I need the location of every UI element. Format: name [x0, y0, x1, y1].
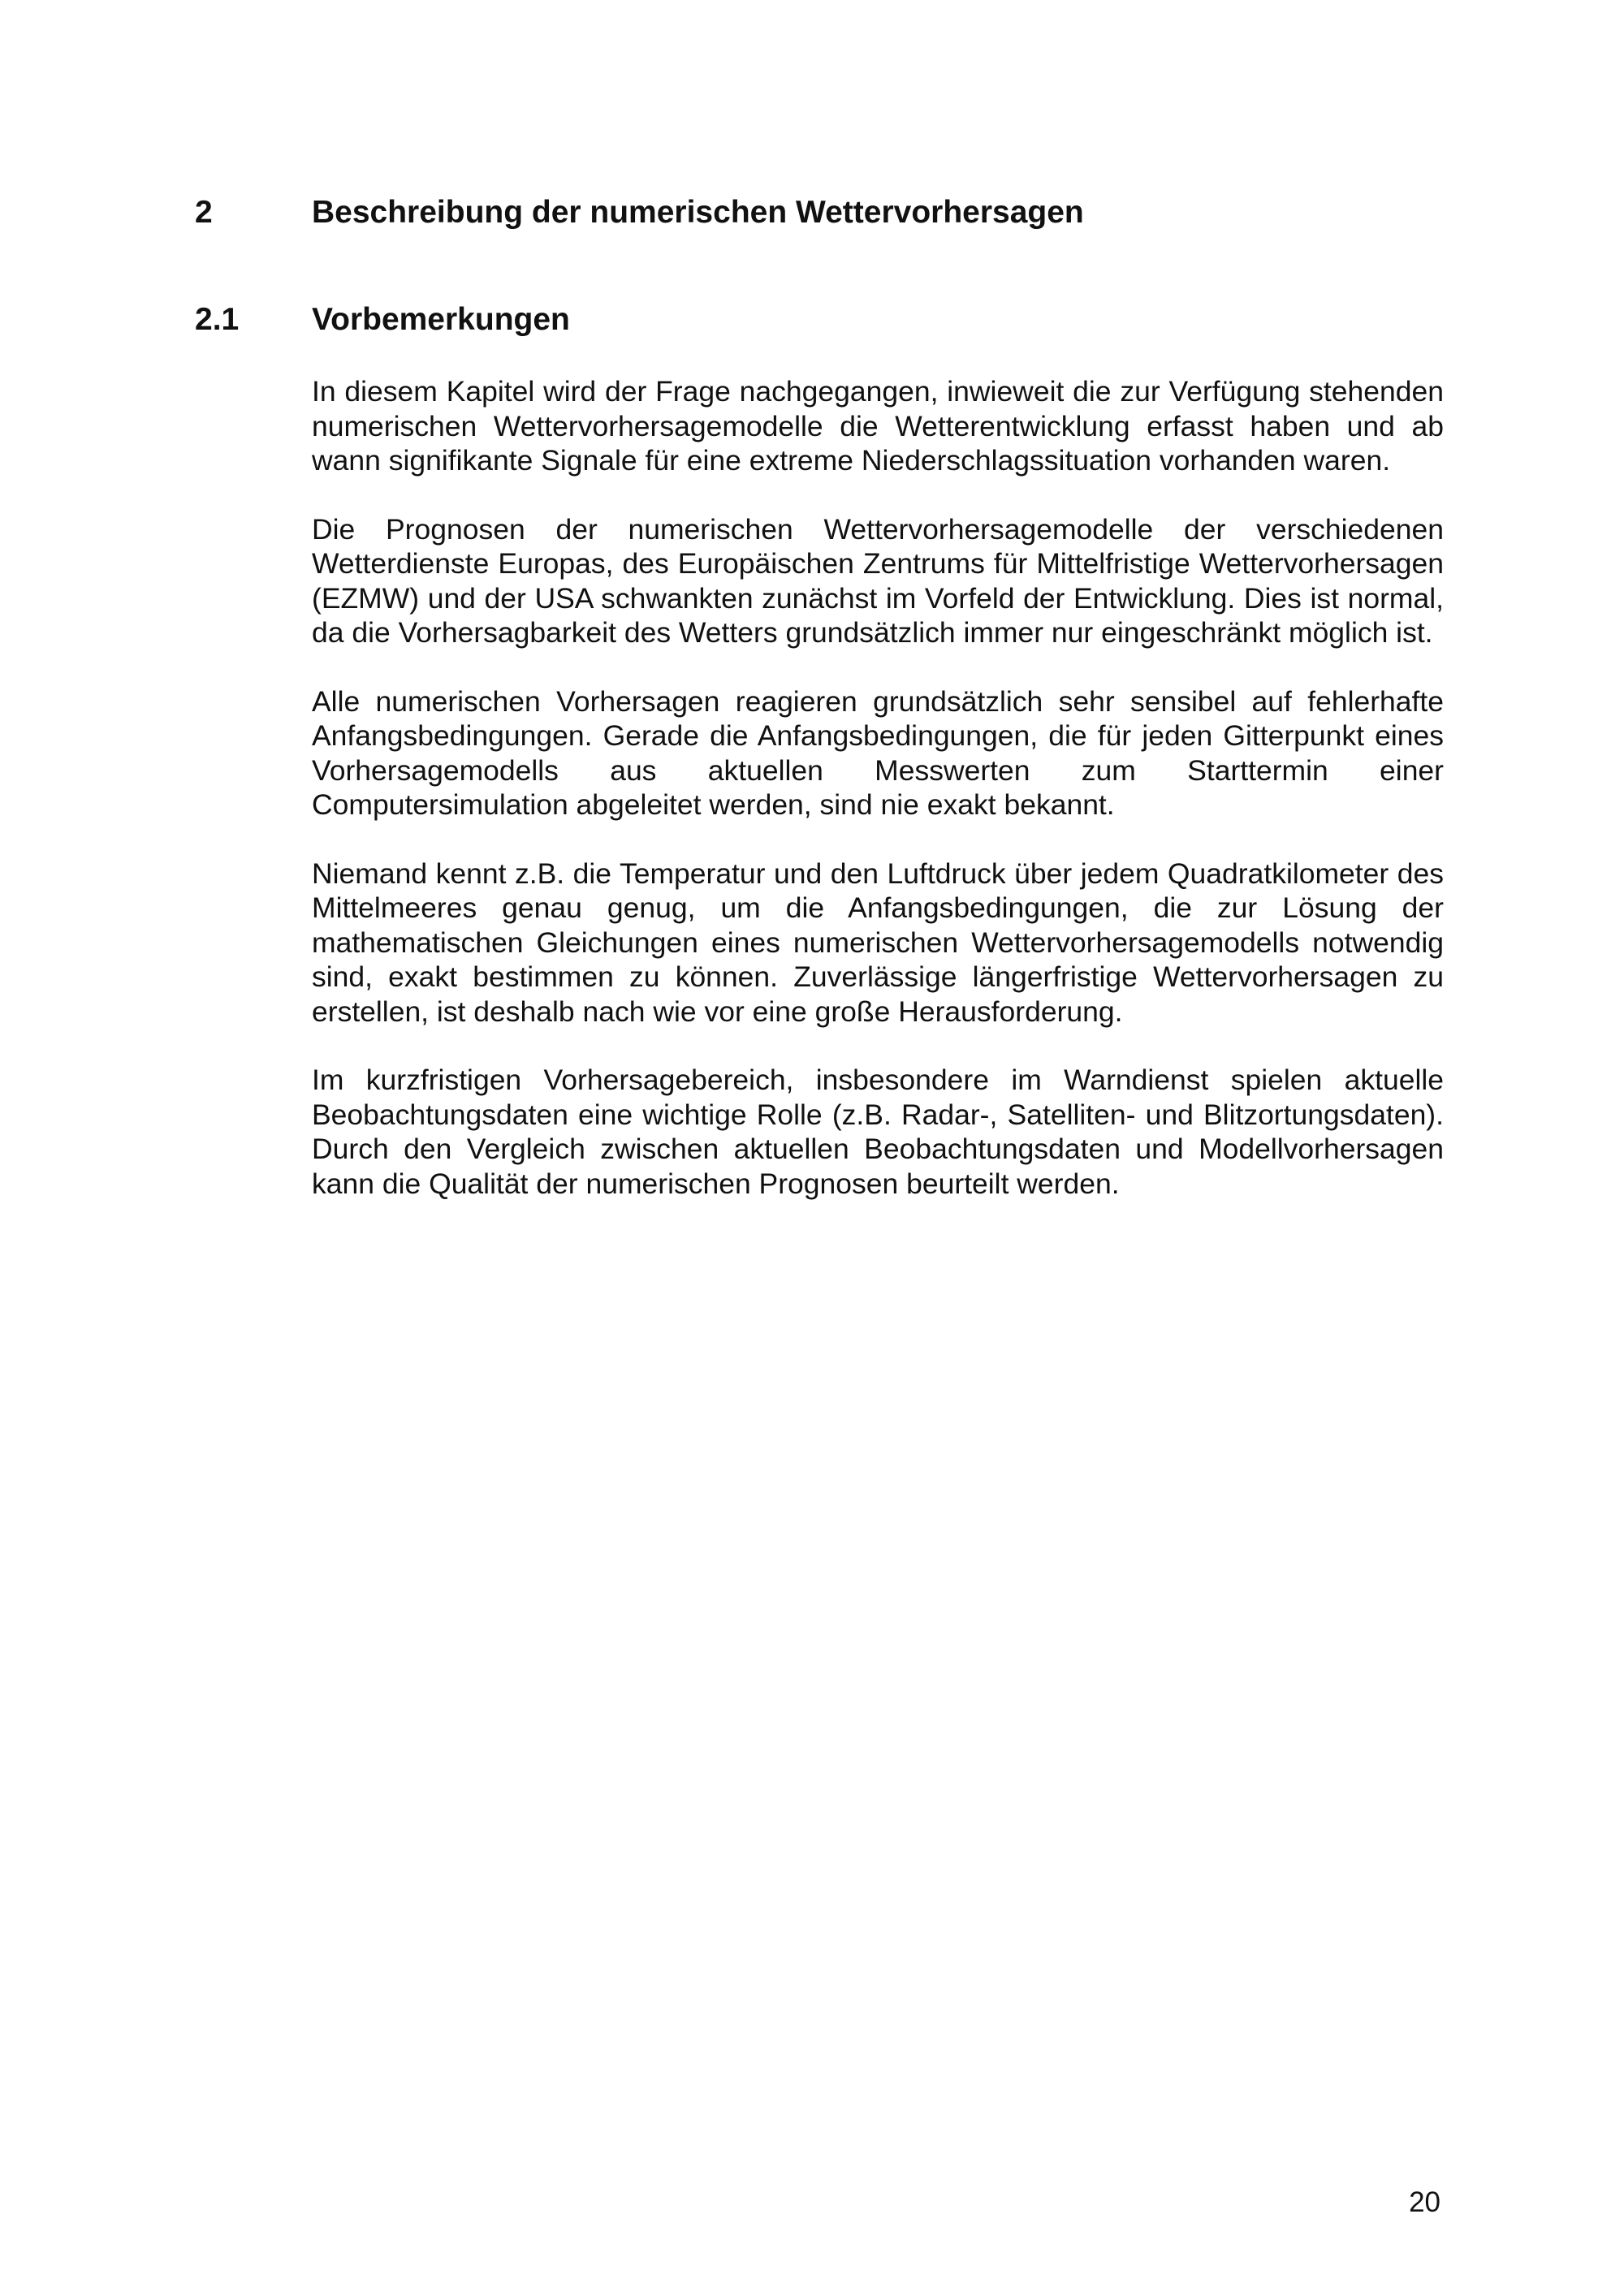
- paragraph: Die Prognosen der numerischen Wettervorhersagemodelle der verschiedenen Wetterdienste Europas, des Europäischen Zentrums für Mittelfristige Wettervorhersagen (EZMW) und der USA schwankten zunächst im Vorfeld der Entwicklung. Dies ist normal, da die Vorhersagbarkeit des Wetters grundsätzlich immer nur eingeschränkt möglich ist.: [312, 512, 1444, 649]
- body-text: [312, 374, 1444, 1235]
- paragraph: In diesem Kapitel wird der Frage nachgegangen, inwieweit die zur Verfügung stehenden numerischen Wettervorhersagemodelle die Wetterentwicklung erfasst haben und ab wann signifikante Signale für eine extreme Niederschlagssituation vorhanden waren.: [312, 375, 1444, 477]
- section-number: 2.1: [195, 302, 240, 337]
- chapter-number: 2: [195, 195, 213, 230]
- section-title: Vorbemerkungen: [312, 302, 570, 337]
- page-number: 20: [1409, 2186, 1440, 2218]
- chapter-title: Beschreibung der numerischen Wettervorhersagen: [312, 195, 1084, 230]
- paragraph: Im kurzfristigen Vorhersagebereich, insbesondere im Warndienst spielen aktuelle Beobachtungsdaten eine wichtige Rolle (z.B. Radar-, Satelliten- und Blitzortungsdaten). Durch den Vergleich zwischen aktuellen Beobachtungsdaten und Modellvorhersagen kann die Qualität der numerischen Prognosen beurteilt werden.: [312, 1064, 1444, 1200]
- paragraph: Niemand kennt z.B. die Temperatur und den Luftdruck über jedem Quadratkilometer des Mittelmeeres genau genug, um die Anfangsbedingungen, die zur Lösung der mathematischen Gleichungen eines numerischen Wettervorhersagemodells notwendig sind, exakt bestimmen zu können. Zuverlässige längerfristige Wettervorhersagen zu erstellen, ist deshalb nach wie vor eine große Herausforderung.: [312, 857, 1444, 1028]
- paragraph: Alle numerischen Vorhersagen reagieren grundsätzlich sehr sensibel auf fehlerhafte Anfangsbedingungen. Gerade die Anfangsbedingungen, die für jeden Gitterpunkt eines Vorhersagemodells aus aktuellen Messwerten zum Starttermin einer Computersimulation abgeleitet werden, sind nie exakt bekannt.: [312, 684, 1444, 821]
